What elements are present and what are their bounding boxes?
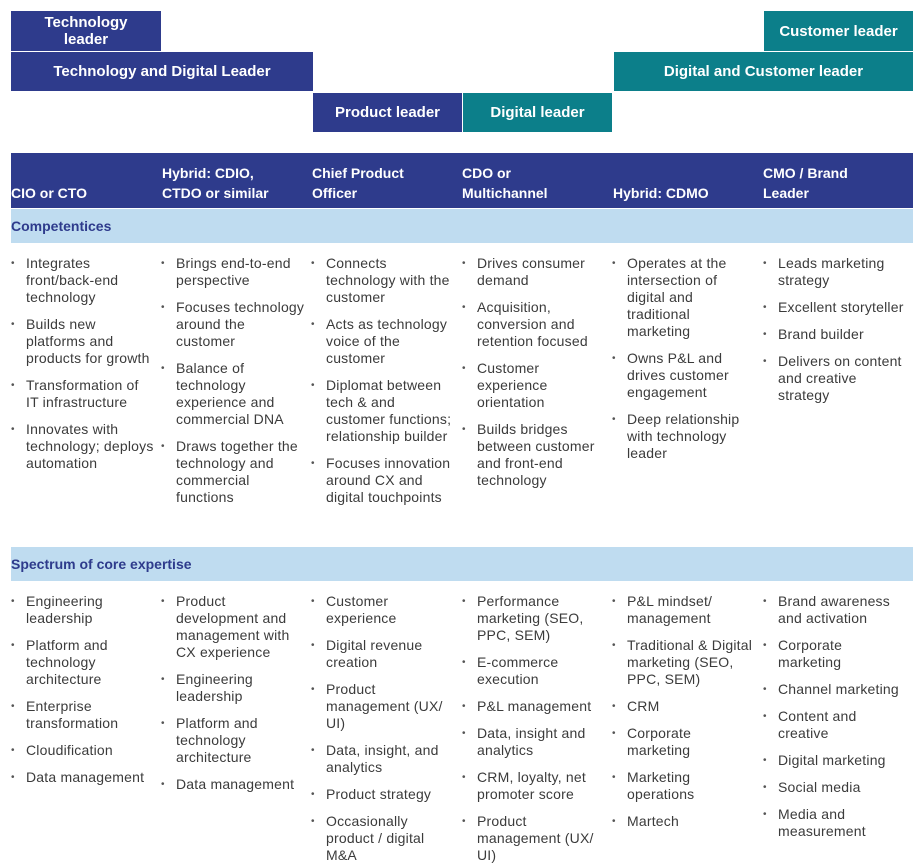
expertise-column-cdo-multichannel (462, 593, 606, 864)
list-item: • E-commerce execution (462, 654, 606, 688)
column-header-hybrid-cdmo: Hybrid: CDMO (613, 185, 709, 201)
list-item: • Content and creative (763, 708, 907, 742)
digital-leader-tag: Digital leader (463, 93, 612, 132)
list-item: • Connects technology with the customer (311, 255, 455, 306)
expertise-column-chief-product-officer (311, 593, 455, 864)
list-item: • Media and measurement (763, 806, 907, 840)
list-item: • Deep relationship with technology leader (612, 411, 756, 462)
expertise-column-cio-cto (11, 593, 155, 786)
list-item: • Engineering leadership (161, 671, 305, 705)
expertise-column-hybrid-cdio (161, 593, 305, 793)
list-item: • Brand builder (763, 326, 907, 343)
list-item: • Corporate marketing (612, 725, 756, 759)
list-item: • Martech (612, 813, 756, 830)
column-header-cmo-brand-leader: CMO / Brand Leader (763, 165, 848, 201)
list-item: • Transformation of IT infrastructure (11, 377, 155, 411)
list-item: • Engineering leadership (11, 593, 155, 627)
digital-customer-leader-tag: Digital and Customer leader (614, 52, 913, 91)
list-item: • Innovates with technology; deploys automation (11, 421, 155, 472)
list-item: • Product development and management with CX experience (161, 593, 305, 661)
list-item: • Digital marketing (763, 752, 907, 769)
list-item: • Occasionally product / digital M&A (311, 813, 455, 864)
list-item: • Digital revenue creation (311, 637, 455, 671)
list-item: • P&L mindset/ management (612, 593, 756, 627)
technology-leader-tag: Technology leader (11, 11, 161, 51)
list-item: • Platform and technology architecture (11, 637, 155, 688)
list-item: • Focuses technology around the customer (161, 299, 305, 350)
competencies-column-hybrid-cdmo (612, 255, 756, 462)
list-item: • Customer experience orientation (462, 360, 606, 411)
expertise-column-hybrid-cdmo (612, 593, 756, 830)
competencies-column-cdo-multichannel (462, 255, 606, 489)
list-item: • CRM, loyalty, net promoter score (462, 769, 606, 803)
list-item: • Performance marketing (SEO, PPC, SEM) (462, 593, 606, 644)
competencies-column-hybrid-cdio (161, 255, 305, 506)
list-item: • Product strategy (311, 786, 455, 803)
column-header-cdo-multichannel: CDO or Multichannel (462, 165, 548, 201)
list-item: • Owns P&L and drives customer engagement (612, 350, 756, 401)
customer-leader-tag: Customer leader (764, 11, 913, 51)
list-item: • Platform and technology architecture (161, 715, 305, 766)
list-item: • Customer experience (311, 593, 455, 627)
list-item: • Delivers on content and creative strategy (763, 353, 907, 404)
expertise-column-cmo-brand-leader (763, 593, 907, 840)
competencies-column-cio-cto (11, 255, 155, 472)
product-leader-tag: Product leader (313, 93, 462, 132)
list-item: • Builds bridges between customer and front-end technology (462, 421, 606, 489)
list-item: • Product management (UX/ UI) (311, 681, 455, 732)
list-item: • Acquisition, conversion and retention focused (462, 299, 606, 350)
list-item: • Brings end-to-end perspective (161, 255, 305, 289)
list-item: • Data management (161, 776, 305, 793)
list-item: • Leads marketing strategy (763, 255, 907, 289)
list-item: • CRM (612, 698, 756, 715)
list-item: • Data management (11, 769, 155, 786)
list-item: • Excellent storyteller (763, 299, 907, 316)
list-item: • Cloudification (11, 742, 155, 759)
list-item: • Diplomat between tech & and customer functions; relationship builder (311, 377, 455, 445)
column-header-hybrid-cdio: Hybrid: CDIO, CTDO or similar (162, 165, 269, 201)
list-item: • Focuses innovation around CX and digital touchpoints (311, 455, 455, 506)
list-item: • Enterprise transformation (11, 698, 155, 732)
list-item: • Social media (763, 779, 907, 796)
list-item: • Draws together the technology and commercial functions (161, 438, 305, 506)
column-header-chief-product-officer: Chief Product Officer (312, 165, 404, 201)
list-item: • Builds new platforms and products for growth (11, 316, 155, 367)
competencies-section-title: Competentices (11, 209, 913, 243)
technology-digital-leader-tag: Technology and Digital Leader (11, 52, 313, 91)
expertise-section-title: Spectrum of core expertise (11, 547, 913, 581)
list-item: • Marketing operations (612, 769, 756, 803)
list-item: • Product management (UX/ UI) (462, 813, 606, 864)
list-item: • Balance of technology experience and commercial DNA (161, 360, 305, 428)
list-item: • Data, insight, and analytics (311, 742, 455, 776)
list-item: • Brand awareness and activation (763, 593, 907, 627)
list-item: • Traditional & Digital marketing (SEO, PPC, SEM) (612, 637, 756, 688)
list-item: • Acts as technology voice of the customer (311, 316, 455, 367)
list-item: • P&L management (462, 698, 606, 715)
competencies-column-chief-product-officer (311, 255, 455, 506)
column-header-bar (11, 153, 913, 208)
list-item: • Data, insight and analytics (462, 725, 606, 759)
list-item: • Integrates front/back-end technology (11, 255, 155, 306)
competencies-column-cmo-brand-leader (763, 255, 907, 404)
list-item: • Corporate marketing (763, 637, 907, 671)
list-item: • Drives consumer demand (462, 255, 606, 289)
column-header-cio-cto: CIO or CTO (11, 185, 87, 201)
list-item: • Operates at the intersection of digital and traditional marketing (612, 255, 756, 340)
list-item: • Channel marketing (763, 681, 907, 698)
